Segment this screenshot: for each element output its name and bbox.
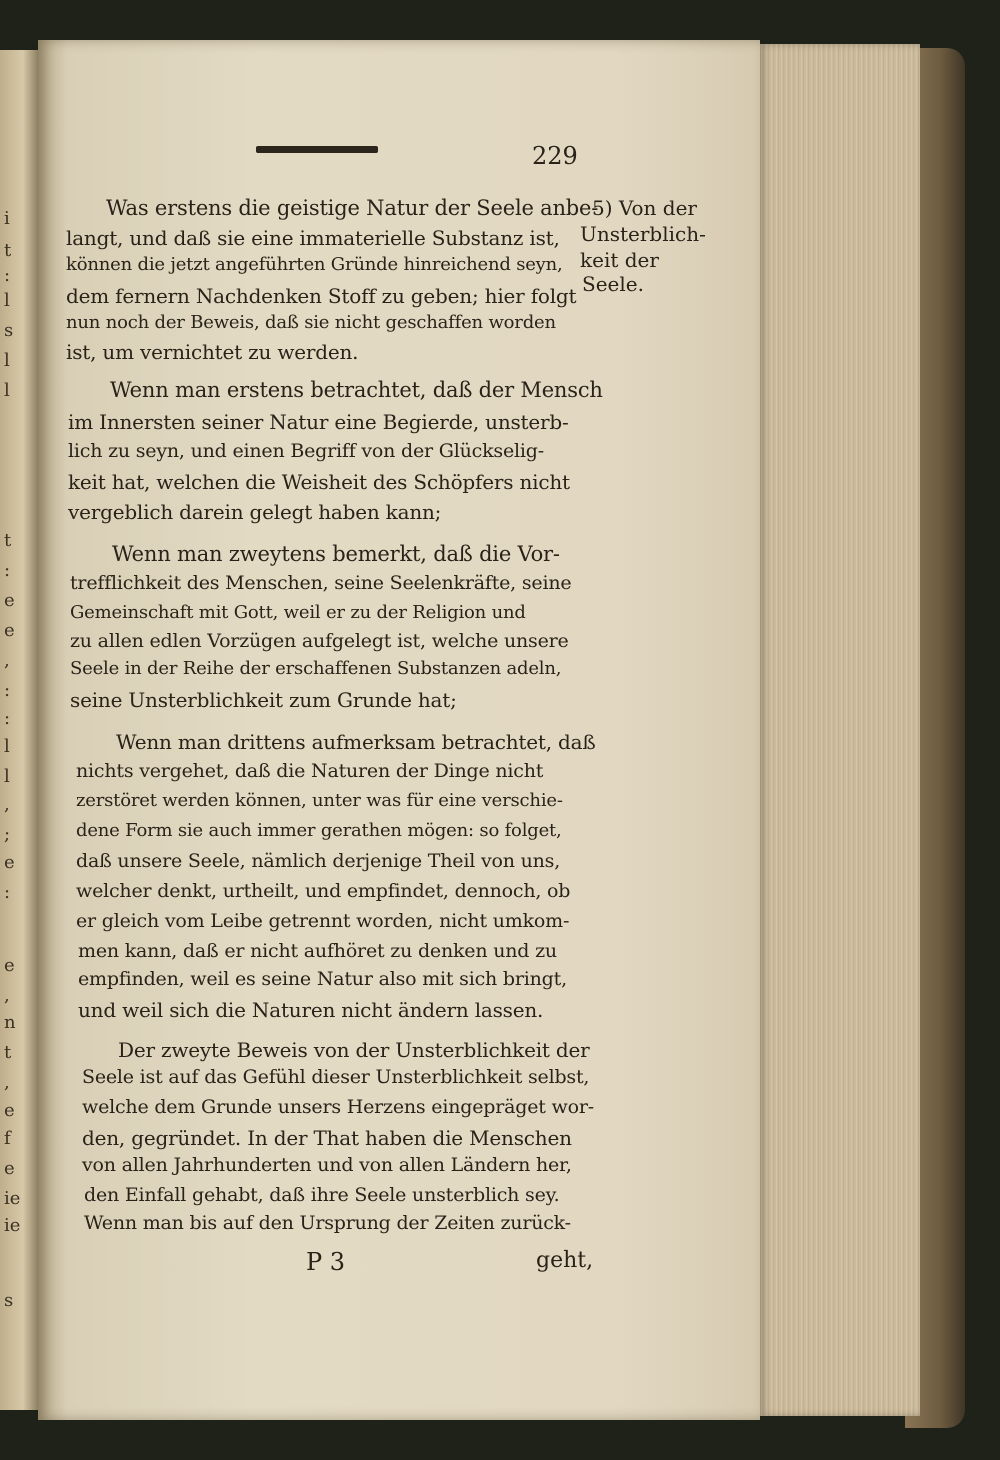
text-line: langt, und daß sie eine immaterielle Substanz ist, bbox=[66, 226, 560, 250]
left-page-fragment: s bbox=[4, 1290, 14, 1311]
left-page-fragment: e bbox=[4, 955, 15, 976]
margin-note-line: Seele. bbox=[582, 272, 644, 296]
text-line: Wenn man zweytens bemerkt, daß die Vor- bbox=[112, 542, 560, 566]
text-line: von allen Jahrhunderten und von allen Ländern her, bbox=[82, 1154, 572, 1176]
left-page-fragment: t bbox=[4, 530, 12, 551]
text-line: und weil sich die Naturen nicht ändern lassen. bbox=[78, 998, 544, 1022]
left-page-fragment: , bbox=[4, 650, 10, 671]
text-line: dem fernern Nachdenken Stoff zu geben; hier folgt bbox=[66, 284, 577, 308]
left-page-fragment: n bbox=[4, 1012, 16, 1033]
text-line: im Innersten seiner Natur eine Begierde, unsterb- bbox=[68, 410, 569, 434]
left-page-fragment: t bbox=[4, 240, 12, 261]
text-line: men kann, daß er nicht aufhöret zu denken und zu bbox=[78, 940, 557, 962]
left-page-fragment: l bbox=[4, 380, 10, 401]
text-line: empfinden, weil es seine Natur also mit sich bringt, bbox=[78, 968, 567, 990]
left-page-fragment: : bbox=[4, 680, 11, 701]
text-line: dene Form sie auch immer gerathen mögen: so folget, bbox=[76, 820, 562, 841]
text-line: ist, um vernichtet zu werden. bbox=[66, 340, 359, 364]
left-page-fragment: l bbox=[4, 350, 10, 371]
left-page-fragment: e bbox=[4, 852, 15, 873]
text-line: den, gegründet. In der That haben die Menschen bbox=[82, 1126, 572, 1150]
text-line: zu allen edlen Vorzügen aufgelegt ist, welche unsere bbox=[70, 630, 569, 652]
text-line: keit hat, welchen die Weisheit des Schöpfers nicht bbox=[68, 470, 570, 494]
left-page-fragment: ie bbox=[4, 1188, 21, 1209]
left-page-fragment: e bbox=[4, 590, 15, 611]
text-line: Seele ist auf das Gefühl dieser Unsterblichkeit selbst, bbox=[82, 1066, 590, 1088]
text-line: Seele in der Reihe der erschaffenen Substanzen adeln, bbox=[70, 658, 562, 679]
left-page-fragment: e bbox=[4, 1100, 15, 1121]
text-line: Gemeinschaft mit Gott, weil er zu der Religion und bbox=[70, 602, 526, 623]
text-line: vergeblich darein gelegt haben kann; bbox=[68, 500, 442, 524]
left-page-fragment: , bbox=[4, 985, 10, 1006]
text-line: Der zweyte Beweis von der Unsterblichkeit der bbox=[118, 1038, 590, 1062]
text-line: nichts vergehet, daß die Naturen der Dinge nicht bbox=[76, 760, 544, 782]
page-number: 229 bbox=[532, 142, 578, 170]
left-page-fragment: s bbox=[4, 320, 14, 341]
left-page-fragment: e bbox=[4, 620, 15, 641]
text-line: Was erstens die geistige Natur der Seele anbe- bbox=[106, 196, 599, 220]
text-line: seine Unsterblichkeit zum Grunde hat; bbox=[70, 688, 457, 712]
margin-note-line: 5) Von der bbox=[592, 196, 697, 220]
text-line: daß unsere Seele, nämlich derjenige Theil von uns, bbox=[76, 850, 561, 872]
header-rule bbox=[256, 146, 378, 153]
text-line: er gleich vom Leibe getrennt worden, nicht umkom- bbox=[76, 910, 570, 932]
margin-note-line: keit der bbox=[580, 248, 659, 272]
left-page-fragment: i bbox=[4, 208, 10, 229]
left-page-fragment: t bbox=[4, 1042, 12, 1063]
text-line: Wenn man drittens aufmerksam betrachtet, daß bbox=[116, 730, 596, 754]
left-page-fragment: : bbox=[4, 882, 11, 903]
text-line: Wenn man erstens betrachtet, daß der Mensch bbox=[110, 378, 603, 402]
signature-mark: P 3 bbox=[306, 1248, 346, 1276]
catchword: geht, bbox=[536, 1248, 594, 1273]
left-page-fragment: l bbox=[4, 736, 10, 757]
left-page-fragment: , bbox=[4, 1072, 10, 1093]
margin-note-line: Unsterblich- bbox=[580, 222, 706, 246]
text-line: den Einfall gehabt, daß ihre Seele unsterblich sey. bbox=[84, 1184, 560, 1206]
left-page-fragment: ie bbox=[4, 1215, 21, 1236]
left-page-fragment: f bbox=[4, 1128, 11, 1149]
left-page-fragment: , bbox=[4, 794, 10, 815]
left-page-fragment: l bbox=[4, 766, 10, 787]
text-line: zerstöret werden können, unter was für eine verschie- bbox=[76, 790, 563, 811]
text-line: trefflichkeit des Menschen, seine Seelenkräfte, seine bbox=[70, 572, 572, 594]
page-block-edge bbox=[760, 44, 920, 1416]
text-line: welcher denkt, urtheilt, und empfindet, dennoch, ob bbox=[76, 880, 571, 902]
text-line: lich zu seyn, und einen Begriff von der Glückselig- bbox=[68, 440, 544, 462]
left-page-fragment: e bbox=[4, 1158, 15, 1179]
previous-page-edge bbox=[0, 50, 38, 1410]
left-page-fragment: : bbox=[4, 265, 11, 286]
text-line: welche dem Grunde unsers Herzens eingepräget wor- bbox=[82, 1096, 594, 1118]
left-page-fragment: : bbox=[4, 708, 11, 729]
left-page-fragment: : bbox=[4, 560, 11, 581]
text-line: können die jetzt angeführten Gründe hinreichend seyn, bbox=[66, 254, 563, 275]
text-line: nun noch der Beweis, daß sie nicht geschaffen worden bbox=[66, 312, 556, 333]
left-page-fragment: l bbox=[4, 290, 10, 311]
text-line: Wenn man bis auf den Ursprung der Zeiten zurück- bbox=[84, 1212, 571, 1234]
left-page-fragment: ; bbox=[4, 824, 11, 845]
